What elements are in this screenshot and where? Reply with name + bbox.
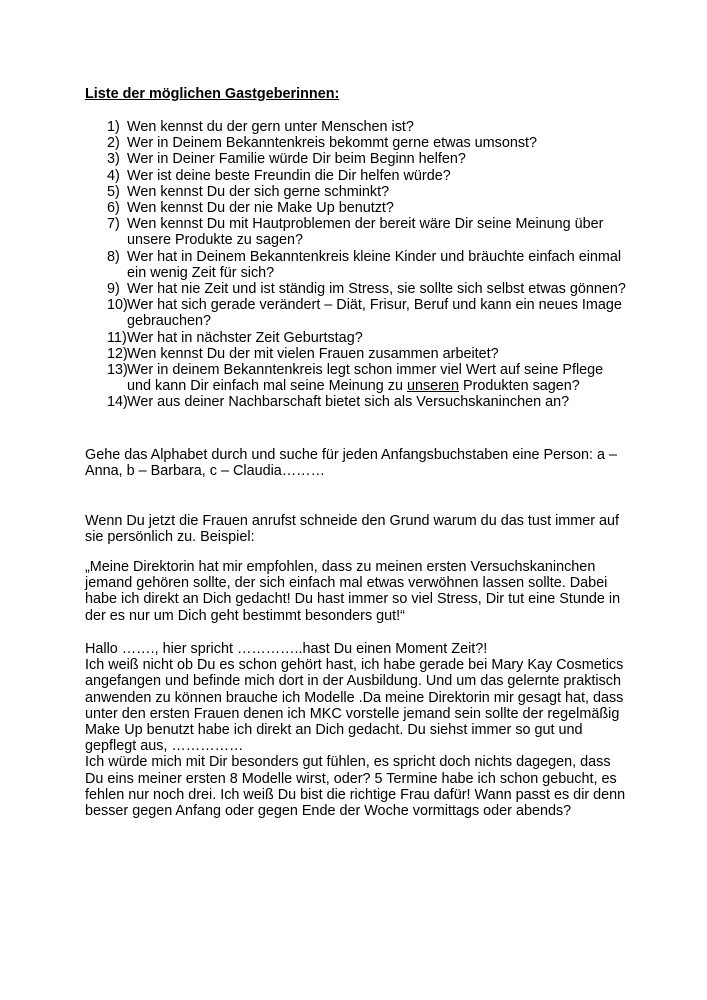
paragraph-line: Hallo ……., hier spricht …………..hast Du einen Moment Zeit?!: [85, 641, 488, 657]
list-number: 2): [107, 135, 120, 152]
paragraph-line: sie persönlich zu. Beispiel:: [85, 529, 255, 546]
list-line: Wer in Deinem Bekanntenkreis bekommt gerne etwas umsonst?: [127, 135, 538, 152]
paragraph-line: der es nur um Dich geht bestimmt besonders gut!“: [85, 607, 405, 624]
list-item: [85, 281, 645, 297]
list-number: 9): [107, 281, 120, 298]
list-line-segment: Produkten sagen?: [459, 378, 580, 395]
paragraph-line: angefangen und befinde mich dort in der Ausbildung. Und um das gelernte praktisch: [85, 673, 622, 690]
list-line: Wen kennst Du mit Hautproblemen der bereit wäre Dir seine Meinung über: [127, 216, 604, 233]
underlined-word: unseren: [406, 378, 459, 395]
list-line: Wer in Deiner Familie würde Dir beim Beginn helfen?: [127, 151, 466, 168]
list-item: [85, 394, 645, 410]
list-item: [85, 297, 645, 329]
paragraph-line: besser gegen Anfang oder gegen Ende der Woche vormittags oder abends?: [85, 803, 572, 820]
list-line: ein wenig Zeit für sich?: [127, 264, 275, 281]
paragraph-line: gepflegt aus, ……………: [85, 738, 244, 755]
paragraph-line: anwenden zu können brauche ich Modelle .Da meine Direktorin mir gesagt hat, dass: [85, 689, 624, 706]
list-line: Wen kennst Du der mit vielen Frauen zusammen arbeitet?: [127, 345, 499, 362]
list-item: [85, 330, 645, 346]
list-number: 4): [107, 167, 120, 184]
paragraph-line: Anna, b – Barbara, c – Claudia………: [85, 463, 325, 480]
list-line: Wen kennst Du der sich gerne schminkt?: [127, 183, 390, 200]
list-line: Wer hat in nächster Zeit Geburtstag?: [127, 329, 363, 346]
alphabet-paragraph: [85, 447, 645, 479]
list-number: 5): [107, 183, 120, 200]
paragraph-line: Ich weiß nicht ob Du es schon gehört hast, ich habe gerade bei Mary Kay Cosmetics: [85, 657, 624, 674]
list-item: [85, 362, 645, 394]
list-line: gebrauchen?: [127, 313, 212, 330]
quote-paragraph: [85, 559, 645, 624]
list-line: Wen kennst Du der nie Make Up benutzt?: [127, 200, 394, 217]
list-line: Wer hat sich gerade verändert – Diät, Frisur, Beruf und kann ein neues Image: [127, 297, 622, 314]
list-text: [127, 346, 499, 362]
list-line: Wer aus deiner Nachbarschaft bietet sich als Versuchskaninchen an?: [127, 394, 570, 411]
list-line: Wen kennst du der gern unter Menschen ist?: [127, 119, 414, 135]
list-text: [127, 119, 414, 135]
list-text: [127, 184, 389, 200]
call-paragraph: [85, 513, 645, 545]
list-item: [85, 216, 645, 248]
paragraph-line: unter den ersten Frauen denen ich MKC vorstelle jemand sein sollte der regelmäßig: [85, 705, 620, 722]
list-line-mixed: [127, 378, 603, 394]
list-text: [127, 151, 466, 167]
list-text: [127, 135, 537, 151]
paragraph-line: Du eins meiner ersten 8 Modelle wirst, oder? 5 Termine habe ich schon gebucht, es: [85, 770, 617, 787]
list-number: 11): [107, 329, 127, 346]
paragraph-line: „Meine Direktorin hat mir empfohlen, dass zu meinen ersten Versuchskaninchen: [85, 559, 596, 575]
list-text: [127, 281, 626, 297]
list-text: [127, 200, 394, 216]
paragraph-line: Make Up benutzt habe ich direkt an Dich gedacht. Du siehst immer so gut und: [85, 722, 583, 739]
list-line: Wer hat nie Zeit und ist ständig im Stress, sie sollte sich selbst etwas gönnen?: [127, 281, 626, 298]
list-item: [85, 249, 645, 281]
list-number: 14): [107, 394, 128, 411]
list-number: 6): [107, 200, 120, 217]
list-line-segment: und kann Dir einfach mal seine Meinung zu: [127, 378, 407, 395]
list-line: Wer in deinem Bekanntenkreis legt schon immer viel Wert auf seine Pflege: [127, 362, 604, 379]
list-text: [127, 249, 621, 281]
list-number: 1): [107, 119, 120, 135]
list-item: [85, 168, 645, 184]
list-item: [85, 200, 645, 216]
paragraph-line: habe ich direkt an Dich gedacht! Du hast immer so viel Stress, Dir tut eine Stunde in: [85, 591, 621, 608]
list-line: Wer ist deine beste Freundin die Dir helfen würde?: [127, 167, 451, 184]
list-text: [127, 330, 363, 346]
list-text: [127, 297, 622, 329]
list-number: 12): [107, 345, 128, 362]
list-number: 13): [107, 362, 128, 379]
paragraph-line: Gehe das Alphabet durch und suche für jeden Anfangsbuchstaben eine Person: a –: [85, 447, 618, 463]
list-item: [85, 151, 645, 167]
list-number: 8): [107, 248, 120, 265]
paragraph-line: Ich würde mich mit Dir besonders gut fühlen, es spricht doch nichts dagegen, dass: [85, 754, 611, 771]
page-title: Liste der möglichen Gastgeberinnen:: [85, 86, 340, 102]
question-list: [85, 119, 645, 411]
list-text: [127, 168, 451, 184]
paragraph-line: fehlen nur noch drei. Ich weiß Du bist die richtige Frau dafür! Wann passt es dir denn: [85, 786, 626, 803]
list-item: [85, 135, 645, 151]
list-text: [127, 216, 603, 248]
paragraph-line: Wenn Du jetzt die Frauen anrufst schneide den Grund warum du das tust immer auf: [85, 513, 620, 529]
list-item: [85, 119, 645, 135]
list-number: 3): [107, 151, 120, 168]
list-line: unsere Produkte zu sagen?: [127, 232, 304, 249]
list-text: [127, 362, 603, 394]
list-text: [127, 394, 569, 410]
list-item: [85, 184, 645, 200]
list-number: 7): [107, 216, 120, 233]
list-number: 10): [107, 297, 128, 314]
call-script-paragraph: [85, 641, 645, 819]
list-item: [85, 346, 645, 362]
paragraph-line: jemand gehören sollte, der sich einfach mal etwas verwöhnen lassen sollte. Dabei: [85, 575, 608, 592]
list-line: Wer hat in Deinem Bekanntenkreis kleine Kinder und bräuchte einfach einmal: [127, 248, 622, 265]
